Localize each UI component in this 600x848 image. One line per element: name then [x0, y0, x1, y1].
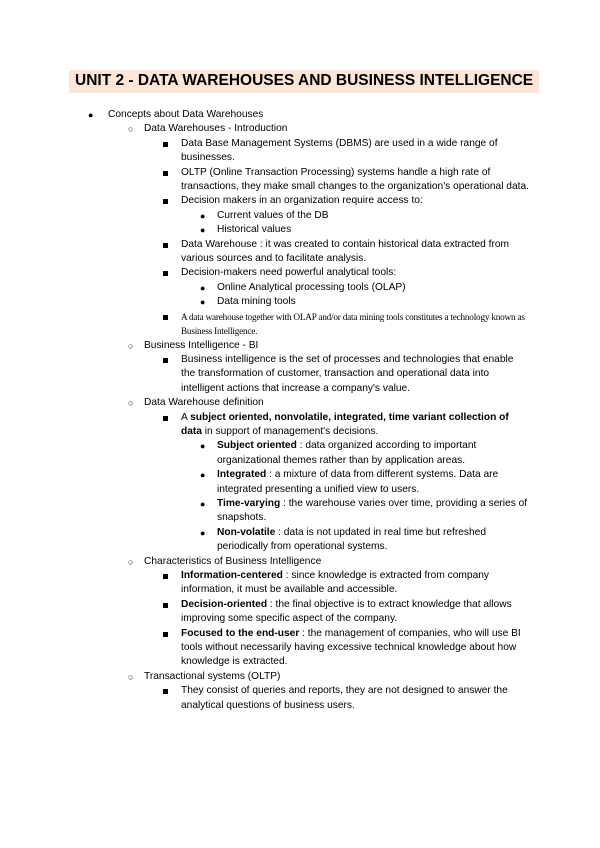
square-bullet-icon [163, 243, 168, 248]
page-title: UNIT 2 - DATA WAREHOUSES AND BUSINESS INTELLIGENCE [69, 70, 539, 93]
text-run: : data is not updated in real time but refreshed periodically from operational systems. [217, 526, 486, 553]
list-item [0, 238, 600, 267]
list-item [0, 209, 600, 223]
bold-term: subject oriented, nonvolatile, integrated, time variant collection of data [181, 411, 509, 437]
hollow-circle-bullet-icon: ○ [128, 124, 134, 135]
list-item [0, 569, 600, 598]
list-item-text [217, 468, 529, 497]
square-bullet-icon [163, 315, 168, 320]
section-heading: Characteristics of Business Intelligence [144, 555, 322, 567]
list-item [0, 670, 600, 684]
filled-circle-bullet-icon: ● [200, 225, 206, 236]
square-bullet-icon [163, 603, 168, 608]
square-bullet-icon [163, 689, 168, 694]
list-item [0, 194, 600, 208]
list-item-text: Data Base Management Systems (DBMS) are used in a wide range of businesses. [181, 137, 498, 164]
list-item [0, 266, 600, 280]
section-heading: Data Warehouses - Introduction [144, 123, 288, 135]
text-run: : the final objective is to extract knowledge that allows improving some specific aspect of the company. [181, 598, 512, 625]
bold-term: Information-centered [181, 570, 283, 581]
list-item-text: They consist of queries and reports, they are not designed to answer the analytical questions of business users. [181, 685, 508, 711]
list-item [0, 137, 600, 166]
text-run: : the management of companies, who will use BI tools without necessarily having excessive technical knowledge about how knowledge is extracted. [181, 627, 521, 668]
filled-circle-bullet-icon: ● [200, 297, 206, 308]
list-item-text [217, 526, 529, 555]
section-heading: Transactional systems (OLTP) [144, 670, 281, 682]
bold-term: Integrated [217, 469, 267, 481]
list-item-text: Decision-makers need powerful analytical tools: [181, 267, 397, 279]
filled-circle-bullet-icon: ● [200, 527, 206, 538]
bold-term: Decision-oriented [181, 598, 268, 610]
section-heading: Business Intelligence - BI [144, 339, 259, 351]
list-item [0, 411, 600, 440]
list-item-text: Decision makers in an organization require access to: [181, 195, 423, 207]
list-item [0, 526, 600, 555]
text-run: : data organized according to important organizational themes rather than by application areas. [217, 440, 477, 466]
list-item-text [217, 497, 529, 526]
list-item [0, 223, 600, 237]
hollow-circle-bullet-icon: ○ [128, 398, 134, 409]
square-bullet-icon [163, 142, 168, 147]
text-run: : a mixture of data from different systems. Data are integrated presenting a unified view to users. [217, 469, 499, 495]
list-item [0, 295, 600, 309]
list-item-text: A data warehouse together with OLAP and/or data mining tools constitutes a technology known as Business Intelligence. [181, 311, 525, 337]
list-item-text [217, 439, 529, 468]
list-item [0, 684, 600, 713]
filled-circle-bullet-icon: ● [200, 441, 206, 452]
text-run: : since knowledge is extracted from company information, it must be available and accessible. [181, 570, 489, 596]
hollow-circle-bullet-icon: ○ [128, 671, 134, 682]
section-heading: Data Warehouse definition [144, 397, 264, 409]
list-item-text [181, 569, 529, 598]
text-run: in support of management's decisions. [201, 425, 379, 437]
bold-term: Subject oriented [217, 440, 297, 452]
square-bullet-icon [163, 199, 168, 204]
list-item [0, 396, 600, 410]
text-run: A [181, 411, 191, 423]
list-item-text: Data Warehouse : it was created to contain historical data extracted from various sources and to facilitate analysis. [181, 238, 510, 265]
list-item-text: Historical values [217, 224, 292, 236]
list-item [0, 627, 600, 670]
list-item-text: Online Analytical processing tools (OLAP) [217, 281, 406, 293]
square-bullet-icon [163, 574, 168, 579]
square-bullet-icon [163, 358, 168, 363]
filled-circle-bullet-icon: ● [200, 210, 206, 221]
list-item-text: OLTP (Online Transaction Processing) systems handle a high rate of transactions, they make small changes to the organization's operational data. [181, 166, 529, 193]
list-item-text [181, 627, 529, 670]
text-run: : the warehouse varies over time, providing a series of snapshots. [217, 497, 528, 524]
bold-term: Non-volatile [217, 526, 276, 538]
list-item [0, 339, 600, 353]
list-item [0, 310, 600, 339]
hollow-circle-bullet-icon: ○ [128, 556, 134, 567]
list-item [0, 468, 600, 497]
list-item-text: Data mining tools [217, 296, 296, 308]
list-item [0, 439, 600, 468]
document-body [0, 108, 600, 713]
list-item [0, 166, 600, 195]
filled-circle-bullet-icon: ● [200, 282, 206, 293]
list-item-text: Concepts about Data Warehouses [108, 109, 264, 120]
list-item [0, 497, 600, 526]
title-container [69, 70, 539, 93]
square-bullet-icon [163, 416, 168, 421]
filled-circle-bullet-icon: ● [88, 110, 94, 120]
list-item-text [181, 411, 529, 440]
list-item [0, 122, 600, 136]
list-item [0, 108, 600, 122]
square-bullet-icon [163, 271, 168, 276]
filled-circle-bullet-icon: ● [200, 498, 206, 509]
bold-term: Time-varying [217, 497, 281, 509]
filled-circle-bullet-icon: ● [200, 470, 206, 481]
list-item [0, 598, 600, 627]
list-item-text [181, 598, 529, 627]
square-bullet-icon [163, 632, 168, 637]
list-item [0, 555, 600, 569]
square-bullet-icon [163, 171, 168, 176]
list-item-text: Current values of the DB [217, 209, 329, 221]
list-item [0, 281, 600, 295]
bold-term: Focused to the end-user [181, 627, 300, 639]
hollow-circle-bullet-icon: ○ [128, 340, 134, 351]
list-item-text: Business intelligence is the set of processes and technologies that enable the transformation of customer, transaction and operational data into intelligent actions that increase a company's value. [181, 353, 514, 394]
list-item [0, 353, 600, 396]
